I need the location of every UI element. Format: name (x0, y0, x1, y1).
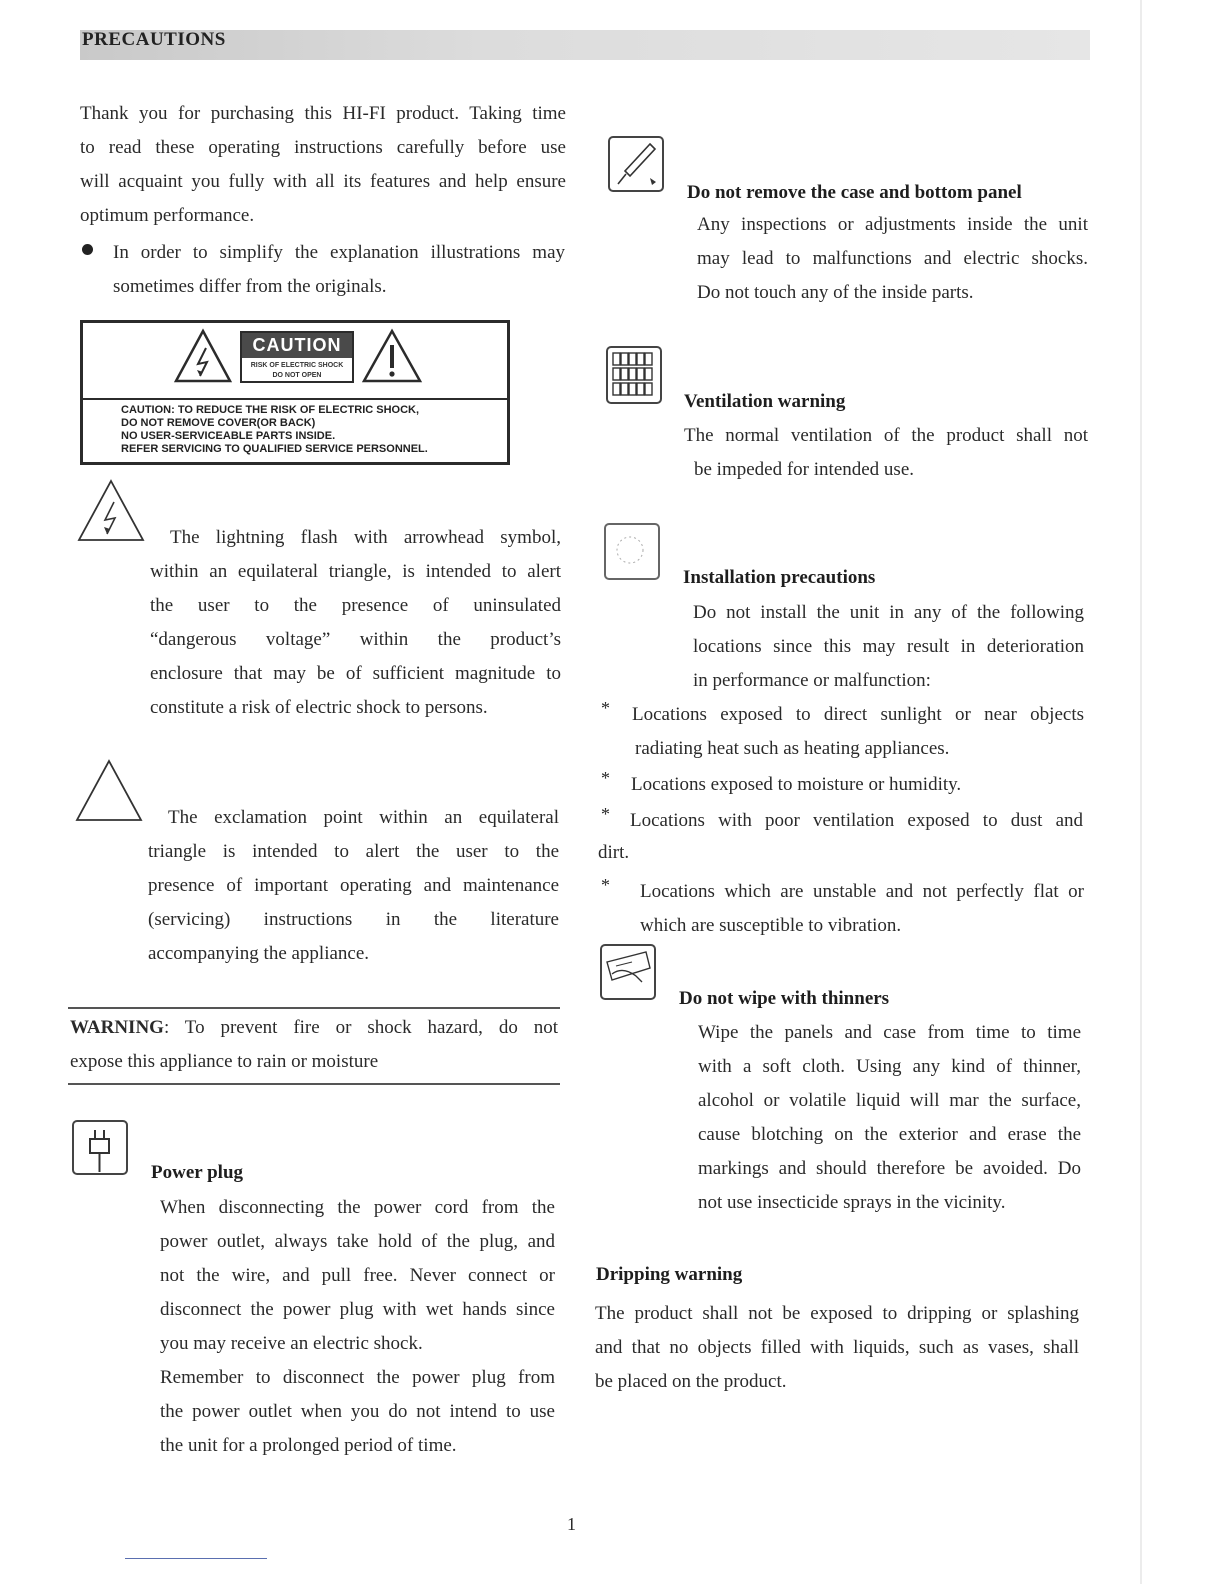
note-line: within an equilateral triangle, is intended to alert (150, 561, 561, 582)
sunlight-icon (606, 525, 658, 578)
thinner-line: cause blotching on the exterior and erase the (698, 1124, 1081, 1145)
install-item: Locations exposed to moisture or humidity. (631, 774, 962, 795)
page-number: 1 (567, 1514, 576, 1534)
caution-line: REFER SERVICING TO QUALIFIED SERVICE PERSONNEL. (121, 443, 428, 455)
screwdriver-icon (610, 138, 662, 190)
case-panel-text (697, 208, 1088, 310)
exclamation-triangle-icon (361, 328, 423, 384)
case-panel-heading: Do not remove the case and bottom panel (687, 182, 1022, 203)
page-title: PRECAUTIONS (82, 29, 226, 50)
bullet-dot (82, 244, 93, 255)
plug-line: disconnect the power plug with wet hands since (160, 1299, 555, 1320)
power-plug-heading: Power plug (151, 1162, 244, 1183)
warning-line (70, 1011, 558, 1045)
note-line: “dangerous voltage” within the product’s (150, 629, 561, 650)
ventilation-text (684, 419, 1088, 487)
install-item-wrap: dirt. (598, 842, 630, 863)
power-plug-text (160, 1191, 555, 1463)
note-line: (servicing) instructions in the literature (148, 909, 559, 930)
item-line: which are susceptible to vibration. (640, 915, 902, 936)
list-star: * (601, 698, 610, 718)
installation-icon-frame (604, 523, 660, 580)
note-line: accompanying the appliance. (148, 943, 370, 964)
plug-line: the power outlet when you do not intend to use (160, 1401, 555, 1422)
thinner-line: alcohol or volatile liquid will mar the surface, (698, 1090, 1081, 1111)
power-plug-icon (74, 1122, 126, 1173)
dripping-heading: Dripping warning (596, 1264, 743, 1285)
note-line: presence of important operating and maintenance (148, 875, 559, 896)
thinner-line: markings and should therefore be avoided. Do (698, 1158, 1081, 1179)
warning-line: expose this appliance to rain or moisture (70, 1051, 379, 1072)
drip-line: and that no objects filled with liquids, such as vases, shall (595, 1337, 1079, 1358)
item-line: radiating heat such as heating appliances. (635, 738, 950, 759)
install-line: locations since this may result in deterioration (693, 636, 1084, 657)
list-star: * (601, 875, 610, 895)
installation-text (693, 596, 1084, 698)
warning-bottom-rule (68, 1083, 560, 1085)
lightning-triangle-icon (76, 478, 146, 544)
install-item: Locations with poor ventilation exposed to dust and (630, 810, 1083, 831)
list-star: * (601, 804, 610, 824)
header-bar (80, 30, 1090, 60)
item-line: Locations which are unstable and not perfectly flat or (640, 881, 1084, 902)
ventilation-heading: Ventilation warning (684, 391, 846, 412)
plug-line: Remember to disconnect the power plug from (160, 1367, 555, 1388)
case-line: Any inspections or adjustments inside the unit (697, 214, 1088, 235)
warning-block (70, 1011, 558, 1079)
install-item (632, 698, 1084, 766)
plug-line: power outlet, always take hold of the plug, and (160, 1231, 555, 1252)
thinners-heading: Do not wipe with thinners (679, 988, 890, 1009)
drip-line: The product shall not be exposed to dripping or splashing (595, 1303, 1079, 1324)
exclamation-note (148, 801, 559, 971)
warning-top-rule (68, 1007, 560, 1009)
thinners-text (698, 1016, 1081, 1220)
caution-line: DO NOT REMOVE COVER(OR BACK) (121, 417, 316, 429)
vent-grille-icon (608, 348, 660, 402)
power-plug-icon-frame (72, 1120, 128, 1175)
intro-line: Thank you for purchasing this HI-FI product. Taking time (80, 103, 566, 124)
caution-label-text (121, 404, 428, 456)
screwdriver-icon-frame (608, 136, 664, 192)
install-item (640, 875, 1084, 943)
note-line: triangle is intended to alert the user to the (148, 841, 559, 862)
cloth-wipe-icon (602, 946, 654, 998)
warning-label: WARNING (70, 1017, 164, 1038)
exclamation-triangle-icon (74, 758, 144, 824)
item-line: Locations exposed to direct sunlight or near objects (632, 704, 1084, 725)
installation-heading: Installation precautions (683, 567, 876, 588)
vent-line: be impeded for intended use. (694, 459, 915, 480)
cloth-icon-frame (600, 944, 656, 1000)
plug-line: not the wire, and pull free. Never connect or (160, 1265, 555, 1286)
caution-badge (240, 331, 354, 383)
warning-text: : To prevent fire or shock hazard, do not (163, 1017, 558, 1038)
case-line: may lead to malfunctions and electric shocks. (697, 248, 1088, 269)
thinner-line: Wipe the panels and case from time to time (698, 1022, 1081, 1043)
caution-badge-line: RISK OF ELECTRIC SHOCK (250, 362, 344, 369)
note-line: The exclamation point within an equilateral (168, 807, 559, 828)
caution-label-upper (83, 323, 507, 400)
case-line: Do not touch any of the inside parts. (697, 282, 974, 303)
page-edge-shadow (1140, 0, 1142, 1584)
note-line: enclosure that may be of sufficient magnitude to (150, 663, 561, 684)
plug-line: you may receive an electric shock. (160, 1333, 423, 1354)
install-line: in performance or malfunction: (693, 670, 931, 691)
caution-label (80, 320, 510, 465)
intro-line: optimum performance. (80, 205, 255, 226)
thinner-line: with a soft cloth. Using any kind of thinner, (698, 1056, 1081, 1077)
bullet-line: In order to simplify the explanation illustrations may (113, 242, 565, 263)
vent-line: The normal ventilation of the product shall not (684, 425, 1088, 446)
thinner-line: not use insecticide sprays in the vicinity. (698, 1192, 1006, 1213)
plug-line: the unit for a prolonged period of time. (160, 1435, 457, 1456)
caution-badge-line: DO NOT OPEN (272, 372, 322, 379)
lightning-note (150, 521, 561, 725)
note-line: constitute a risk of electric shock to persons. (150, 697, 488, 718)
lightning-triangle-icon (173, 328, 233, 384)
intro-line: to read these operating instructions carefully before use (80, 137, 566, 158)
plug-line: When disconnecting the power cord from the (160, 1197, 555, 1218)
list-star: * (601, 768, 610, 788)
intro-paragraph (80, 97, 566, 233)
drip-line: be placed on the product. (595, 1371, 787, 1392)
caution-line: CAUTION: TO REDUCE THE RISK OF ELECTRIC SHOCK, (121, 404, 420, 416)
intro-bullet (113, 236, 565, 304)
note-line: The lightning flash with arrowhead symbol, (170, 527, 561, 548)
note-line: the user to the presence of uninsulated (150, 595, 561, 616)
bullet-line: sometimes differ from the originals. (113, 276, 387, 297)
caution-line: NO USER-SERVICEABLE PARTS INSIDE. (121, 430, 336, 442)
footer-scan-line (125, 1558, 267, 1559)
dripping-text (595, 1297, 1079, 1399)
caution-badge-title: CAUTION (242, 333, 352, 358)
intro-line: will acquaint you fully with all its features and help ensure (80, 171, 566, 192)
vent-grille-icon-frame (606, 346, 662, 404)
install-line: Do not install the unit in any of the following (693, 602, 1084, 623)
